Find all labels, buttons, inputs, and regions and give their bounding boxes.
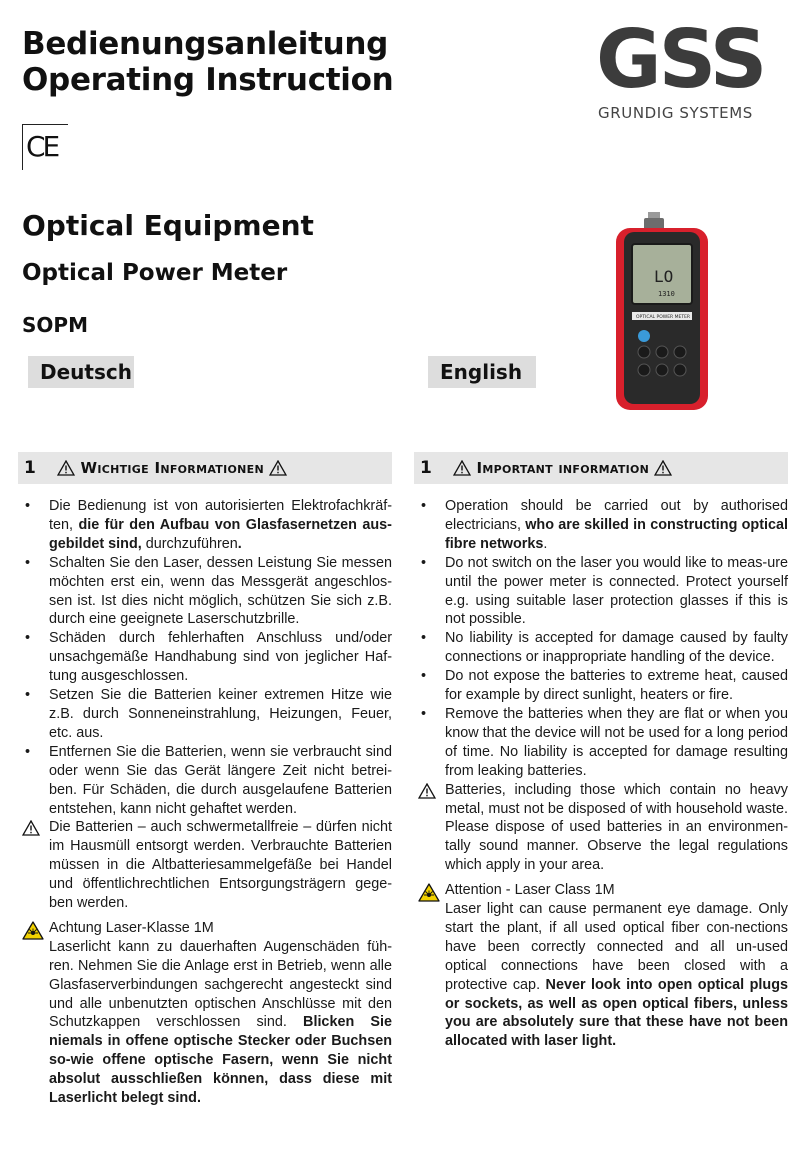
product-category: Optical Equipment [22,209,314,242]
laser-warning-icon [418,883,440,902]
section-number: 1 [24,458,36,478]
title-german: Bedienungsanleitung [22,26,389,62]
section-header-english [414,452,788,484]
device-button [674,364,686,376]
warning-icon [654,460,672,476]
ce-mark: CE [26,130,58,163]
list-item: • Schalten Sie den Laser, dessen Leistung Sie messen möchten erst ein, wenn das Messgerät angeschlos-sen ist. Ist dies nicht möglich, schützen Sie sich z.B. durch eine geeignete Laserschutzbrille. [25,554,392,628]
power-button [638,330,650,342]
section-number: 1 [420,458,432,478]
brand-subtitle: GRUNDIG SYSTEMS [598,104,753,122]
bullet: • [25,498,31,514]
list-item: • Operation should be carried out by authorised electricians, who are skilled in constructing optical fibre networks. [421,498,788,552]
language-label-german: Deutsch [28,356,134,388]
warning-icon [22,820,40,836]
language-label-english: English [428,356,536,388]
section-title: Important information [476,459,650,477]
list-item: • Remove the batteries when they are flat or when you know that the device will not be used for a long period of time. No liability is accepted for damage resulting from leaking batteries. [421,705,788,779]
bullet: • [25,630,31,647]
product-name: Optical Power Meter [22,260,288,286]
laser-warning-icon [22,921,44,940]
warning-icon [453,460,471,476]
warning-icon [269,460,287,476]
list-item: • Setzen Sie die Batterien keiner extremen Hitze wie z.B. durch Sonneneinstrahlung, Heizungen, Feuer, etc. aus. [25,687,392,741]
device-button [674,346,686,358]
bullet: • [25,687,31,704]
german-column [22,497,392,1108]
section-title: Wichtige Informationen [80,459,264,477]
list-item: • Die Bedienung ist von autorisierten Elektrofachkräf-ten, die für den Aufbau von Glasfasernetzen aus-gebildet sind, durchzuführen. [25,498,392,552]
laser-warning: Attention - Laser Class 1M Laser light can cause permanent eye damage. Only start the plant, if all used optical fiber con-nections have been correctly connected and all un-used optical connections have been closed with a protective cap. Never look into open optical plugs or sockets, as well as open optical fibers, unless you are absolutely sure that these have not been allocated with laser light. [418,881,788,1051]
battery-warning: Die Batterien – auch schwermetallfreie – dürfen nicht im Hausmüll entsorgt werden. Verbrauchte Batterien müssen in die Altbatteriesammelgefäße bei Handel und öffentlichrechtlichen Entsorgungsträgern gege-ben werden. [22,818,392,913]
optical-power-meter-illustration [614,212,710,412]
device-button [656,346,668,358]
bullet: • [25,554,31,571]
section-header-german [18,452,392,484]
screen-reading: LO [654,267,674,286]
bullet: • [421,498,427,514]
english-column [418,497,788,1051]
device-button [638,364,650,376]
warning-icon [418,783,436,799]
warning-icon [57,460,75,476]
bullet: • [421,554,427,571]
screen-wavelength: 1310 [658,290,675,298]
device-button [638,346,650,358]
list-item: • Entfernen Sie die Batterien, wenn sie verbraucht sind oder wenn Sie das Gerät längere Zeit nicht betrei-ben. Für Schäden, die durch ausgelaufene Batterien entstehen, kann nicht gehaftet werden. [25,743,392,817]
bullet: • [421,630,427,647]
battery-warning: Batteries, including those which contain no heavy metal, must not be disposed of with household waste. Please dispose of used batteries in an environmen-tally sound manner. Observe the legal regulations which apply in your area. [418,781,788,876]
title-english: Operating Instruction [22,62,394,98]
device-button [656,364,668,376]
bullet: • [25,743,31,760]
bullet: • [421,705,427,722]
list-item: • Schäden durch fehlerhaften Anschluss und/oder unsachgemäße Handhabung sind von jeglicher Haf-tung ausgeschlossen. [25,630,392,685]
document-title [22,26,393,98]
product-model: SOPM [22,313,88,337]
bullet: • [421,668,427,685]
list-item: • Do not switch on the laser you would like to meas-ure until the power meter is connected. Protect yourself e.g. using suitable laser protection glasses if this is not possible. [421,554,788,628]
device-label: OPTICAL POWER METER [636,315,691,320]
laser-warning: Achtung Laser-Klasse 1M Laserlicht kann zu dauerhaften Augenschäden füh-ren. Nehmen Sie die Anlage erst in Betrieb, wenn alle Glasfaserverbindungen sachgerecht angesteckt sind und alle unbenutzten optischen Anschlüsse mit den Schutzkappen verschlossen sind. Blicken Sie niemals in offene optische Stecker oder Buchsen so-wie offene optische Fasern, wenn Sie nicht absolut ausschließen können, dass diese mit Laserlicht belegt sind. [22,919,392,1108]
brand-logo: GSS [596,13,765,106]
list-item: • No liability is accepted for damage caused by faulty connections or inappropriate handling of the device. [421,630,788,666]
list-item: • Do not expose the batteries to extreme heat, caused for example by direct sunlight, heaters or fire. [421,668,788,704]
